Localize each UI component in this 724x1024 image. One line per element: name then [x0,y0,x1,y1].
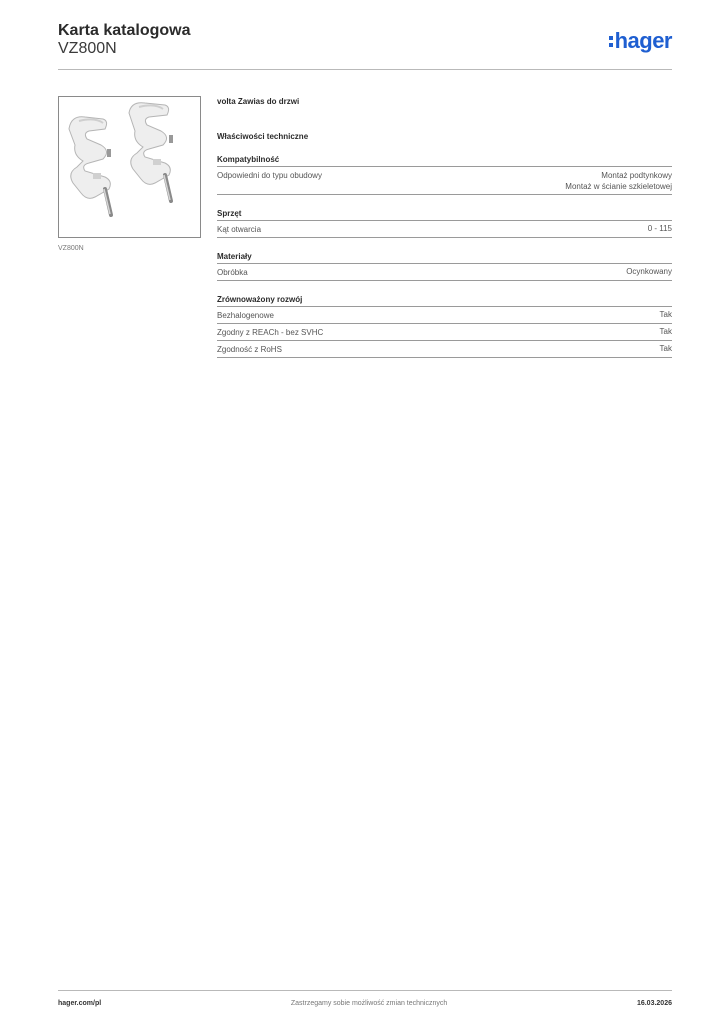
row-label: Kąt otwarcia [217,225,262,234]
logo-dots-icon [609,36,613,47]
product-image [58,96,201,238]
row-label: Odpowiedni do typu obudowy [217,171,322,180]
hager-logo [609,28,672,54]
group-materials [217,252,672,281]
row-value: Ocynkowany [626,267,672,276]
group-hardware [217,209,672,238]
table-row [217,341,672,358]
row-label: Obróbka [217,268,248,277]
row-value-line: Montaż podtynkowy [601,171,672,180]
product-name: volta Zawias do drzwi [217,97,300,106]
row-label: Zgodny z REACh - bez SVHC [217,328,324,337]
door-hinge-image [59,97,200,237]
table-row [217,264,672,281]
row-value: 0 - 115 [647,224,672,233]
page-footer [58,990,672,1007]
table-row [217,307,672,324]
group-compatibility [217,155,672,195]
footer-date: 16.03.2026 [636,1000,672,1007]
logo-text: hager [614,28,672,53]
table-row [217,324,672,341]
page-header [58,20,672,70]
group-title: Materiały [217,252,672,264]
group-sustainability [217,295,672,358]
row-value [565,170,672,192]
properties-title: Właściwości techniczne [217,132,309,141]
footer-disclaimer: Zastrzegamy sobie możliwość zmian technicznych [290,1000,448,1007]
row-value: Tak [659,310,672,319]
table-row [217,167,672,195]
group-title: Kompatybilność [217,155,672,167]
table-row [217,221,672,238]
product-code: VZ800N [58,40,117,57]
row-label: Zgodność z RoHS [217,345,282,354]
product-details [217,97,672,358]
group-title: Sprzęt [217,209,672,221]
image-caption: VZ800N [58,245,84,252]
row-value-line: Montaż w ścianie szkieletowej [565,182,672,191]
row-value: Tak [659,327,672,336]
group-title: Zrównoważony rozwój [217,295,672,307]
footer-website: hager.com/pl [58,1000,102,1007]
document-title: Karta katalogowa [58,22,191,39]
row-label: Bezhalogenowe [217,311,274,320]
row-value: Tak [659,344,672,353]
